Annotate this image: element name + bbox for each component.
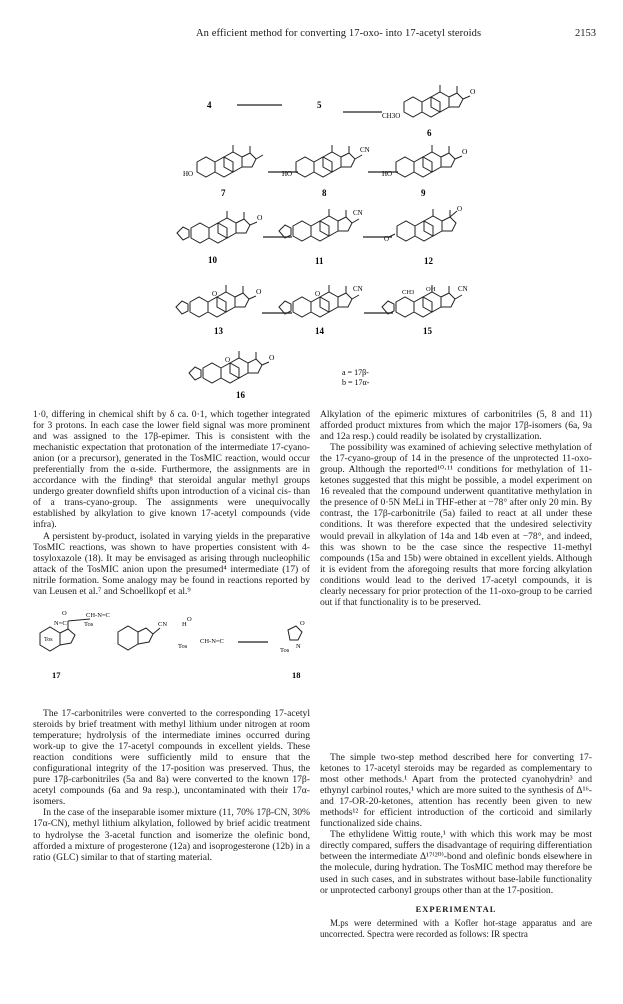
- svg-text:14: 14: [315, 326, 324, 336]
- svg-text:CN: CN: [353, 209, 363, 217]
- svg-text:O: O: [256, 287, 262, 296]
- running-title: An efficient method for converting 17-oxo- into 17-acetyl steroids: [196, 28, 482, 39]
- right-column-top: [320, 409, 592, 608]
- legend-b: b = 17α-: [342, 378, 370, 387]
- paragraph: The ethylidene Wittig route,¹ with which this work may be most directly compared, suffers the disadvantage of requiring differentiation between the intermediate Δ¹⁷⁽²⁰⁾-bond and olefinic bonds elsewhere in the molecule, during hydration. The TosMIC method may therefore be used in such cases, and in substrates without base-labile functionality or unprotected carbonyl groups other than at the 17-position.: [320, 829, 592, 896]
- compound-12-structure: [384, 205, 462, 243]
- compound-13-structure: [176, 285, 262, 317]
- compound-8-label: [322, 188, 327, 198]
- svg-text:HO: HO: [282, 170, 293, 178]
- compound-10-structure: [177, 211, 263, 243]
- right-column-bottom: [320, 752, 592, 940]
- svg-text:N=C: N=C: [54, 620, 67, 627]
- compound-6-structure: [382, 85, 476, 120]
- paragraph: The 17-carbonitriles were converted to the corresponding 17-acetyl steroids by brief treatment with methyl lithium under nitrogen at room temperature; hydrolysis of the intermediate imines occurred during work-up to give the 17-acetyl compounds in excellent yields. These reaction conditions were sufficiently mild to ensure that the configurational integrity of the 17-position was preserved. Thus, the pure 17β-carbonitriles (5a and 8a) were converted to the known 17β-acetyl compounds (6a and 9a resp.), uncontaminated with their 17α-isomers.: [33, 708, 310, 808]
- compound-12-label: [424, 256, 434, 266]
- compound-16-structure: [189, 351, 275, 383]
- svg-text:CN: CN: [458, 285, 468, 293]
- svg-text:O: O: [62, 610, 67, 617]
- svg-text:O: O: [462, 147, 468, 156]
- compound-11-structure: [279, 209, 363, 241]
- svg-text:O: O: [300, 620, 305, 627]
- left-column-top: [33, 409, 310, 597]
- compound-13-label: [214, 326, 224, 336]
- svg-text:Tos: Tos: [280, 647, 290, 654]
- paragraph: A persistent by-product, isolated in varying yields in the preparative TosMIC reactions, was shown to have properties consistent with 4-tosyloxazole (18). It may be envisaged as arising through nucleophilic attack of the TosMIC anion upon the presumed⁴ intermediate (17) of nitrile formation. Some analogy may be found in reactions reported by van Leusen et al.⁷ and Schoellkopf et al.⁹: [33, 530, 310, 597]
- compound-7-structure: [183, 145, 263, 178]
- compound-10-label: [208, 255, 218, 265]
- svg-text:17: 17: [52, 670, 61, 680]
- svg-text:CN: CN: [360, 146, 370, 154]
- svg-text:5: 5: [317, 100, 322, 110]
- compound-4-label: [207, 100, 212, 110]
- compound-17-intermediate: [118, 616, 224, 650]
- svg-text:CH-N=C: CH-N=C: [200, 638, 224, 645]
- svg-text:HO: HO: [382, 170, 393, 178]
- paragraph: The possibility was examined of achieving selective methylation of the 17-cyano-group of 14 in the presence of the unprotected 11-oxo-group. Although the reported¹⁰·¹¹ conditions for methylation of 11-ketones suggested that this might be possible, a model experiment on 16 revealed that the compound underwent quantitative methylation in the presence of 0·5N MeLi in THF-ether at −78° after only 20 min. By contrast, the 17β-carbonitrile (5a) failed to react at all under these conditions. It was therefore expected that the undesired selectivity would prevail in alkylation of 14a and 14b even at −78°, and indeed, this was shown to be the case since the respective 11-methyl compounds (15a and 15b) were obtained in excellent yields. Although it is evident from the aforegoing results that more forcing alkylation conditions would lead to the derived 17-acetyl compounds, it is clearly necessary for prior protection of the 11-oxo-group to be carried out if that functionality is to be preserved.: [320, 442, 592, 608]
- svg-text:O: O: [457, 205, 463, 213]
- svg-text:Tos: Tos: [44, 637, 53, 643]
- svg-text:Tos: Tos: [178, 643, 188, 650]
- svg-text:HO: HO: [183, 170, 194, 178]
- svg-text:Tos: Tos: [84, 621, 94, 628]
- svg-text:7: 7: [221, 188, 226, 198]
- paragraph: 1·0, differing in chemical shift by δ ca. 0·1, which together integrated for 3 protons. In each case the lower field signal was more prominent and was assigned to the 17β-epimer. This is consistent with the mechanistic expectation that protonation of the intermediate 17-cyano-anion (or a precursor), generated in the TosMIC reaction, would occur preferentially from the α-side. Furthermore, the assignments are in accordance with the finding⁸ that steroidal angular methyl groups undergo greater downfield shifts upon introduction of a vicinal cis- than of a trans-cyano-group. The assignments were unequivocally established by alkylation to give known 17-acetyl compounds (vide infra).: [33, 409, 310, 531]
- svg-text:O: O: [315, 290, 321, 298]
- compound-15-label: [423, 326, 433, 336]
- section-heading-experimental: EXPERIMENTAL: [415, 903, 497, 914]
- svg-text:13: 13: [214, 326, 223, 336]
- svg-text:N: N: [296, 643, 301, 650]
- svg-text:6: 6: [427, 128, 432, 138]
- compound-11-label: [315, 256, 324, 266]
- svg-text:8: 8: [322, 188, 327, 198]
- page-number: 2153: [575, 28, 596, 39]
- compound-17-structure: [40, 610, 110, 651]
- svg-text:15: 15: [423, 326, 432, 336]
- compound-8-structure: [282, 145, 370, 178]
- svg-text:16: 16: [236, 390, 245, 400]
- svg-text:H: H: [182, 621, 187, 628]
- svg-text:O: O: [212, 290, 218, 298]
- paragraph: M.ps were determined with a Kofler hot-stage apparatus and are uncorrected. Spectra were recorded as follows: IR spectra: [320, 917, 592, 939]
- compound-7-label: [221, 188, 226, 198]
- compound-18-label: [292, 670, 301, 680]
- compound-5-label: [317, 100, 322, 110]
- epimer-legend: [342, 368, 370, 387]
- legend-a: a = 17β-: [342, 368, 369, 377]
- svg-text:O: O: [187, 616, 192, 623]
- svg-text:OH: OH: [426, 286, 436, 293]
- compound-14-label: [315, 326, 325, 336]
- svg-text:O: O: [225, 356, 231, 364]
- svg-text:CH-N=C: CH-N=C: [86, 612, 110, 619]
- svg-text:CH3: CH3: [402, 289, 415, 296]
- paragraph: The simple two-step method described here for converting 17-ketones to 17-acetyl steroids may be regarded as complementary to most other methods.¹ Apart from the protected cyanohydrin³ and ethynyl carbinol routes,¹ which are more suited to the synthesis of Δ¹⁶-and 17-OR-20-ketones, attention has recently been given to new methods¹² for efficient introduction of the corticoid and similarly functionalized side chains.: [320, 752, 592, 830]
- compound-18-structure: [280, 620, 305, 654]
- compound-6-label: [427, 128, 432, 138]
- svg-text:O: O: [257, 213, 263, 222]
- svg-text:CN: CN: [353, 285, 363, 293]
- compound-15-structure: [382, 285, 468, 317]
- paragraph: In the case of the inseparable isomer mixture (11, 70% 17β-CN, 30% 17α-CN), methyl lithium alkylation, followed by brief acidic treatment to hydrolyse the 3-acetal function and isomerize the olefinic bond, afforded a mixture of progesterone (12a) and isoprogesterone (12b) in a ratio (GLC) similar to that of starting material.: [33, 807, 310, 863]
- compound-number: 4: [207, 100, 212, 110]
- svg-text:O: O: [384, 235, 390, 243]
- svg-text:O: O: [470, 87, 476, 96]
- left-column-bottom: [33, 708, 310, 863]
- compound-17-label: [52, 670, 61, 680]
- svg-text:12: 12: [424, 256, 433, 266]
- svg-text:CH3O: CH3O: [382, 112, 401, 120]
- svg-text:18: 18: [292, 670, 301, 680]
- compound-9-structure: [382, 145, 468, 178]
- compound-14-structure: [279, 285, 363, 317]
- compound-16-label: [236, 390, 246, 400]
- svg-text:10: 10: [208, 255, 217, 265]
- svg-text:9: 9: [421, 188, 426, 198]
- svg-text:11: 11: [315, 256, 324, 266]
- svg-text:CN: CN: [158, 621, 168, 628]
- svg-text:O: O: [269, 353, 275, 362]
- compound-9-label: [421, 188, 426, 198]
- paragraph: Alkylation of the epimeric mixtures of carbonitriles (5, 8 and 11) afforded product mixtures from which the major 17β-isomers (6a, 9a and 12a resp.) could readily be isolated by crystallization.: [320, 409, 592, 443]
